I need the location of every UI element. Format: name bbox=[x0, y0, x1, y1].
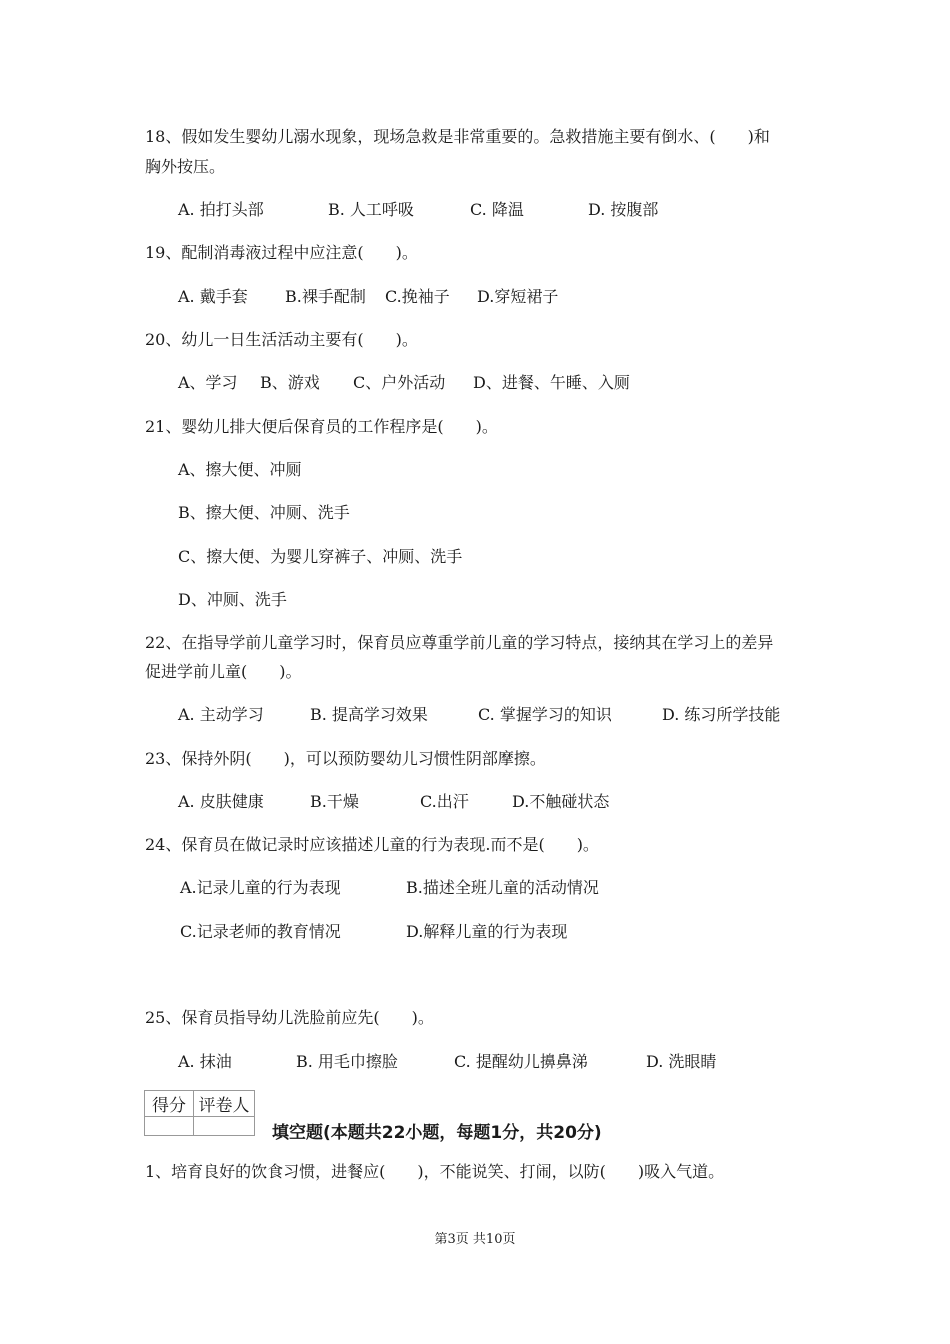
option-a: A. 主动学习 bbox=[178, 705, 264, 724]
option-d: D.解释儿童的行为表现 bbox=[406, 922, 568, 941]
question-18-line2: 胸外按压。 bbox=[145, 157, 226, 176]
fill-question-1: 1、培育良好的饮食习惯，进餐应( )，不能说笑、打闹，以防( )吸入气道。 bbox=[145, 1162, 725, 1181]
question-19-options bbox=[178, 287, 558, 307]
question-22-options bbox=[178, 705, 780, 725]
question-20: 20、幼儿一日生活活动主要有( )。 bbox=[145, 330, 418, 349]
option-d: D. 洗眼睛 bbox=[646, 1052, 717, 1071]
question-18-options bbox=[178, 200, 658, 220]
option-d: D.穿短裙子 bbox=[477, 287, 559, 306]
section-title: 填空题(本题共22小题，每题1分，共20分) bbox=[272, 1123, 602, 1143]
question-24: 24、保育员在做记录时应该描述儿童的行为表现.而不是( )。 bbox=[145, 835, 599, 854]
question-18-line1: 18、假如发生婴幼儿溺水现象，现场急救是非常重要的。急救措施主要有倒水、( )和 bbox=[145, 127, 770, 146]
option-c: C. 掌握学习的知识 bbox=[478, 705, 612, 724]
question-21-option-d: D、冲厕、洗手 bbox=[178, 590, 287, 609]
option-c: C、户外活动 bbox=[353, 373, 446, 392]
option-d: D、进餐、午睡、入厕 bbox=[473, 373, 630, 392]
question-23-options bbox=[178, 792, 609, 812]
option-d: D. 按腹部 bbox=[588, 200, 659, 219]
question-21-option-c: C、擦大便、为婴儿穿裤子、冲厕、洗手 bbox=[178, 547, 463, 566]
option-a: A、学习 bbox=[178, 373, 238, 392]
option-b: B.裸手配制 bbox=[285, 287, 366, 306]
score-box bbox=[144, 1090, 255, 1136]
option-c: C. 降温 bbox=[470, 200, 524, 219]
option-b: B、游戏 bbox=[260, 373, 320, 392]
question-23: 23、保持外阴( )，可以预防婴幼儿习惯性阴部摩擦。 bbox=[145, 749, 546, 768]
page-footer: 第3页 共10页 bbox=[434, 1232, 516, 1247]
option-b: B.描述全班儿童的活动情况 bbox=[406, 878, 599, 897]
option-b: B. 提高学习效果 bbox=[310, 705, 428, 724]
question-21: 21、婴幼儿排大便后保育员的工作程序是( )。 bbox=[145, 417, 498, 436]
question-21-option-b: B、擦大便、冲厕、洗手 bbox=[178, 503, 350, 522]
question-19: 19、配制消毒液过程中应注意( )。 bbox=[145, 243, 418, 262]
grader-label: 评卷人 bbox=[194, 1091, 255, 1117]
option-a: A. 戴手套 bbox=[178, 287, 248, 306]
question-25-options bbox=[178, 1052, 716, 1072]
option-a: A. 拍打头部 bbox=[178, 200, 264, 219]
question-20-options bbox=[178, 373, 630, 393]
option-b: B. 用毛巾擦脸 bbox=[296, 1052, 398, 1071]
question-24-options-row2 bbox=[180, 922, 567, 942]
option-b: B. 人工呼吸 bbox=[328, 200, 414, 219]
score-cell bbox=[145, 1117, 194, 1136]
grader-cell bbox=[194, 1117, 255, 1136]
question-21-option-a: A、擦大便、冲厕 bbox=[178, 460, 302, 479]
option-a: A. 抹油 bbox=[178, 1052, 232, 1071]
option-c: C. 提醒幼儿擤鼻涕 bbox=[454, 1052, 588, 1071]
option-c: C.记录老师的教育情况 bbox=[180, 922, 341, 941]
option-d: D. 练习所学技能 bbox=[662, 705, 781, 724]
option-c: C.挽袖子 bbox=[385, 287, 450, 306]
option-a: A.记录儿童的行为表现 bbox=[180, 878, 341, 897]
option-d: D.不触碰状态 bbox=[512, 792, 610, 811]
option-c: C.出汗 bbox=[420, 792, 469, 811]
score-label: 得分 bbox=[145, 1091, 194, 1117]
question-25: 25、保育员指导幼儿洗脸前应先( )。 bbox=[145, 1008, 434, 1027]
option-a: A. 皮肤健康 bbox=[178, 792, 264, 811]
option-b: B.干燥 bbox=[310, 792, 359, 811]
question-24-options-row1 bbox=[180, 878, 599, 898]
question-22-line1: 22、在指导学前儿童学习时，保育员应尊重学前儿童的学习特点，接纳其在学习上的差异 bbox=[145, 633, 774, 652]
question-22-line2: 促进学前儿童( )。 bbox=[145, 662, 302, 681]
